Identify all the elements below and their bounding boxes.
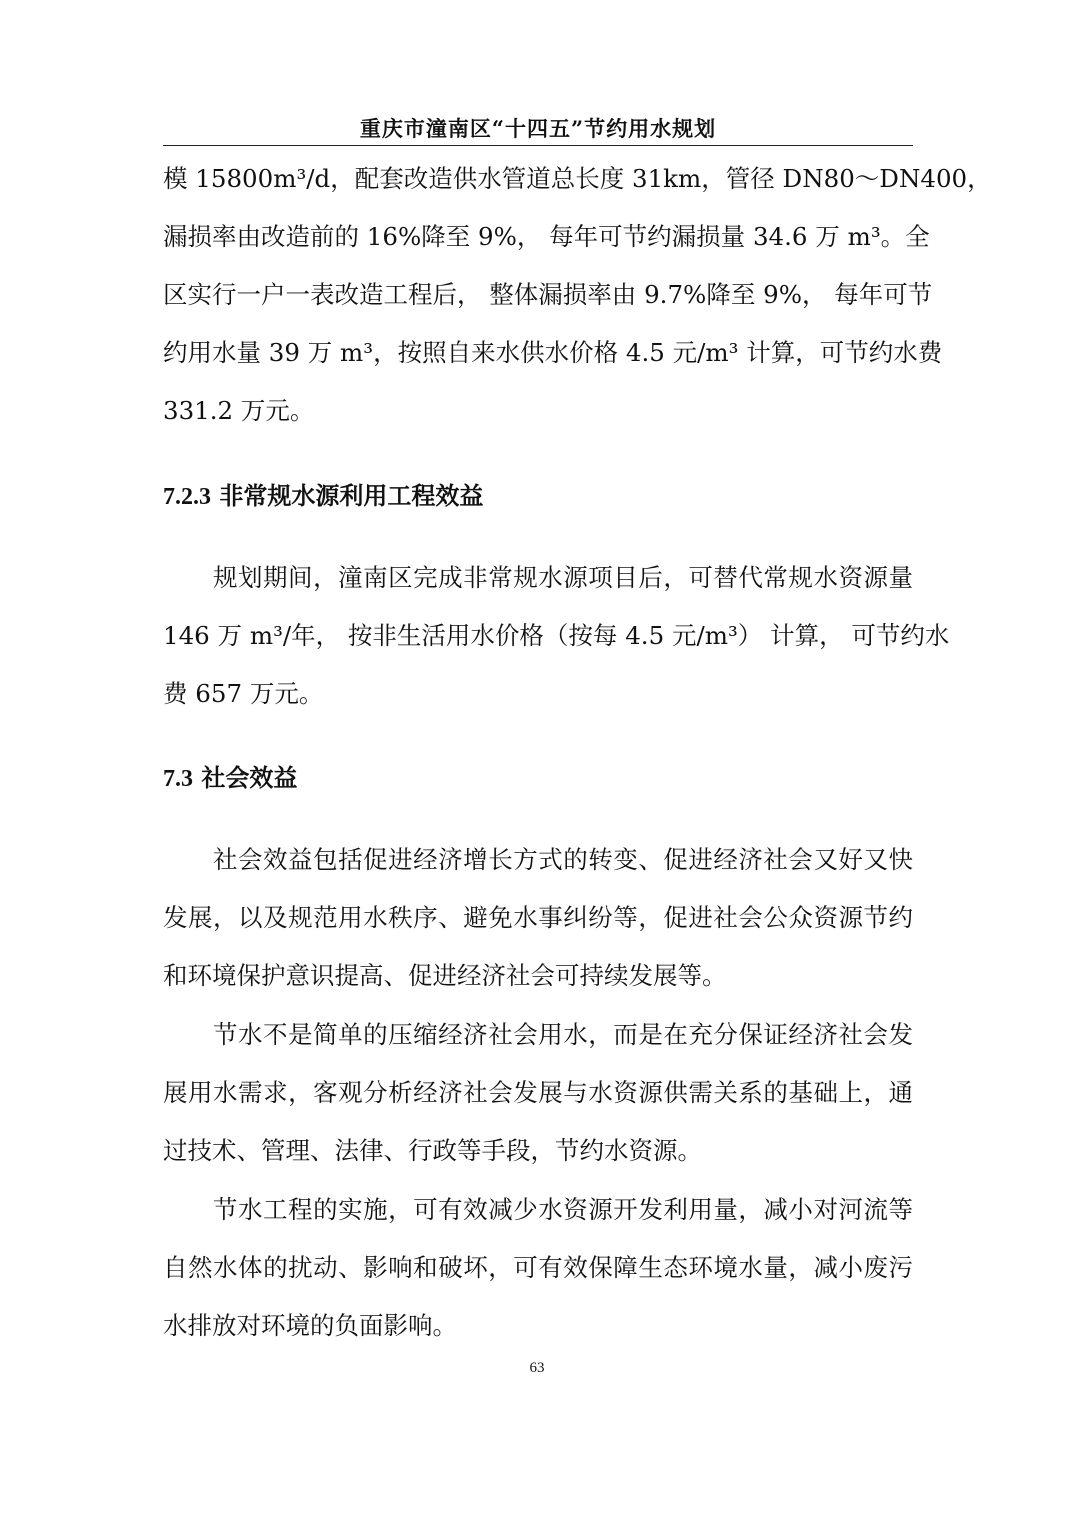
body-line: 区实行一户一表改造工程后， 整体漏损率由 9.7%降至 9%， 每年可节	[163, 280, 933, 309]
section-heading-7-2-3	[163, 480, 483, 513]
body-line: 费 657 万元。	[163, 679, 324, 708]
body-line: 146 万 m³/年， 按非生活用水价格（按每 4.5 元/m³） 计算， 可节约水	[163, 621, 950, 650]
section-title: 社会效益	[201, 763, 298, 792]
body-line: 节水不是简单的压缩经济社会用水，而是在充分保证经济社会发	[213, 1020, 913, 1049]
body-line: 漏损率由改造前的 16%降至 9%， 每年可节约漏损量 34.6 万 m³。全	[163, 222, 930, 251]
body-line: 模 15800m³/d，配套改造供水管道总长度 31km，管径 DN80～DN400，	[163, 164, 992, 193]
body-line: 水排放对环境的负面影响。	[163, 1311, 457, 1340]
body-line: 社会效益包括促进经济增长方式的转变、促进经济社会又好又快	[213, 845, 913, 874]
body-line: 展用水需求，客观分析经济社会发展与水资源供需关系的基础上，通	[163, 1078, 913, 1107]
body-line: 节水工程的实施，可有效减少水资源开发利用量，减小对河流等	[213, 1195, 913, 1224]
section-title: 非常规水源利用工程效益	[219, 481, 484, 510]
section-number: 7.2.3	[163, 484, 211, 510]
body-line: 过技术、管理、法律、行政等手段，节约水资源。	[163, 1136, 702, 1165]
body-line: 自然水体的扰动、影响和破坏，可有效保障生态环境水量，减小废污	[163, 1253, 913, 1282]
body-line: 和环境保护意识提高、促进经济社会可持续发展等。	[163, 961, 727, 990]
body-line: 发展，以及规范用水秩序、避免水事纠纷等，促进社会公众资源节约	[163, 903, 913, 932]
body-line: 331.2 万元。	[163, 396, 315, 425]
header-rule	[163, 145, 913, 146]
body-line: 规划期间，潼南区完成非常规水源项目后，可替代常规水资源量	[213, 563, 913, 592]
body-line: 约用水量 39 万 m³，按照自来水供水价格 4.5 元/m³ 计算，可节约水费	[163, 338, 943, 367]
running-header: 重庆市潼南区“十四五”节约用水规划	[359, 116, 717, 141]
page-number: 63	[529, 1360, 545, 1376]
section-heading-7-3	[163, 762, 297, 795]
section-number: 7.3	[163, 766, 193, 792]
